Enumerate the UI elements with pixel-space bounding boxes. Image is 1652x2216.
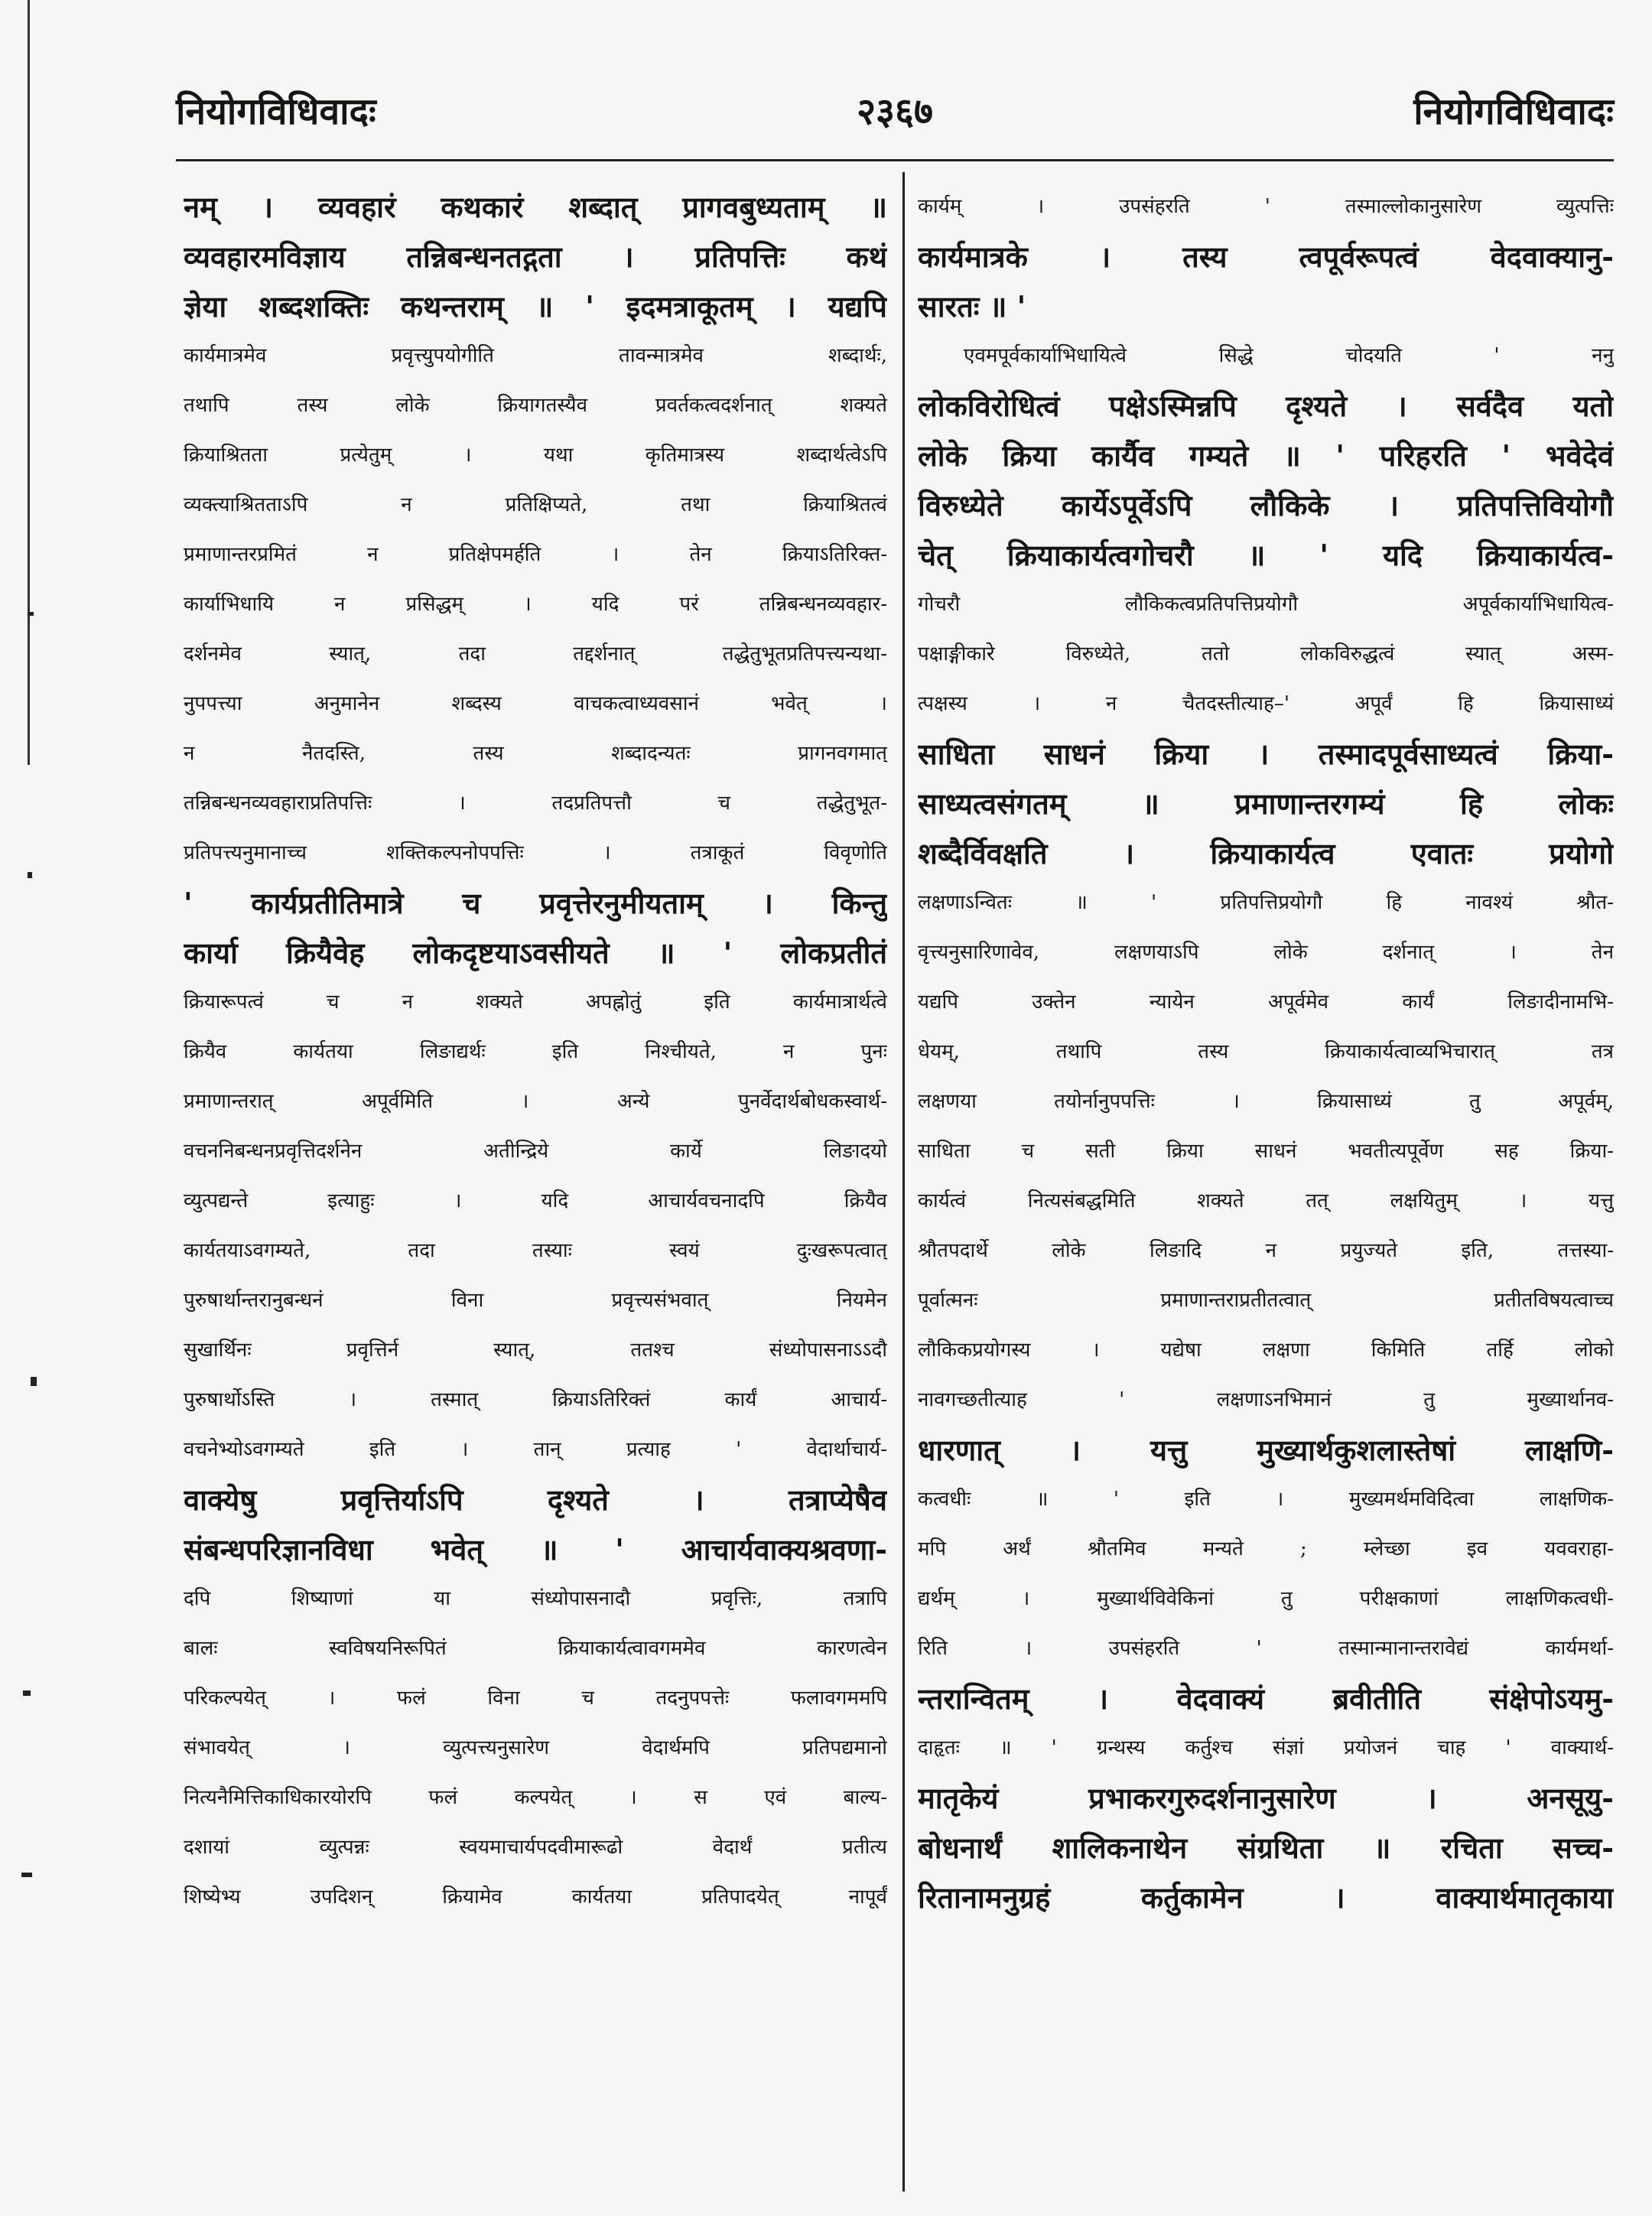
- text-line: कार्यम् । उपसंहरति ' तस्माल्लोकानुसारेण व्युत्पत्तिः: [918, 195, 1614, 218]
- text-line: व्युत्पद्यन्ते इत्याहुः । यदि आचार्यवचनादपि क्रियैव: [184, 1189, 887, 1212]
- page-header: [176, 86, 1614, 147]
- text-line: सुखार्थिनः प्रवृत्तिर्न स्यात्, ततश्च संध्योपासनाऽऽदौ: [184, 1339, 887, 1362]
- text-line: लक्षणाऽन्वितः ॥ ' प्रतिपत्तिप्रयोगौ हि नावश्यं श्रौत-: [918, 891, 1614, 914]
- text-line: ' कार्यप्रतीतिमात्रे च प्रवृत्तेरनुमीयताम् । किन्तु: [184, 886, 887, 920]
- text-line: शब्दैर्विवक्षति । क्रियाकार्यत्व एवातः प्रयोगो: [918, 836, 1614, 870]
- text-line: संबन्धपरिज्ञानविधा भवेत् ॥ ' आचार्यवाक्यश्रवणा-: [184, 1532, 887, 1567]
- scan-mark: [28, 612, 34, 616]
- text-line: त्पक्षस्य । न चैतदस्तीत्याह–' अपूर्वं हि क्रियासाध्यं: [918, 692, 1614, 715]
- text-line: रितानामनुग्रहं कर्तुकामेन । वाक्यार्थमातृकाया: [918, 1880, 1614, 1915]
- text-line: शिष्येभ्य उपदिशन् क्रियामेव कार्यतया प्रतिपादयेत् नापूर्वं: [184, 1886, 887, 1908]
- text-line: विरुध्येते कार्येऽपूर्वेऽपि लौकिके । प्रतिपत्तिवियोगौ: [918, 488, 1614, 522]
- text-line: धारणात् । यत्तु मुख्यार्थकुशलास्तेषां लाक्षणि-: [918, 1433, 1614, 1467]
- text-line: कार्याभिधायि न प्रसिद्धम् । यदि परं तन्निबन्धनव्यवहार-: [184, 593, 887, 616]
- text-line: रिति । उपसंहरति ' तस्मान्मानान्तरावेद्यं कार्यमर्था-: [918, 1637, 1614, 1660]
- text-line: तन्निबन्धनव्यवहाराप्रतिपत्तिः । तदप्रतिपत्तौ च तद्धेतुभूत-: [184, 792, 887, 815]
- text-line: नावगच्छतीत्याह ' लक्षणाऽनभिमानं तु मुख्यार्थानव-: [918, 1388, 1614, 1411]
- text-line: बोधनार्थं शालिकनाथेन संग्रथिता ॥ रचिता सच्च-: [918, 1830, 1614, 1865]
- text-line: यद्यपि उक्तेन न्यायेन अपूर्वमेव कार्यं लिङादीनामभि-: [918, 991, 1614, 1014]
- text-line: न्तरान्वितम् । वेदवाक्यं ब्रवीतीति संक्षेपोऽयमु-: [918, 1681, 1614, 1716]
- text-line: गोचरौ लौकिकत्वप्रतिपत्तिप्रयोगौ अपूर्वकार्याभिधायित्व-: [918, 593, 1614, 616]
- scan-mark: [23, 1690, 31, 1696]
- text-line: वचननिबन्धनप्रवृत्तिदर्शनेन अतीन्द्रिये कार्ये लिङादयो: [184, 1140, 887, 1163]
- text-line: दर्शनमेव स्यात्, तदा तद्दर्शनात् तद्धेतुभूतप्रतिपत्त्यन्यथा-: [184, 643, 887, 665]
- text-line: कार्यत्वं नित्यसंबद्धमिति शक्यते तत् लक्षयितुम् । यत्तु: [918, 1189, 1614, 1212]
- text-line: मातृकेयं प्रभाकरगुरुदर्शनानुसारेण । अनसूयु-: [918, 1781, 1614, 1815]
- text-line: मपि अर्थं श्रौतमिव मन्यते ; म्लेच्छा इव यववराहा-: [918, 1538, 1614, 1560]
- text-line: पूर्वात्मनः प्रमाणान्तराप्रतीतत्वात् प्रतीतविषयत्वाच्च: [918, 1289, 1614, 1312]
- text-line: नित्यनैमित्तिकाधिकारयोरपि फलं कल्पयेत् । स एवं बाल्य-: [184, 1786, 887, 1809]
- text-line: द्यर्थम् । मुख्यार्थविवेकिनां तु परीक्षकाणां लाक्षणिकत्वधी-: [918, 1587, 1614, 1610]
- text-line: सारतः ॥ ': [918, 289, 1026, 324]
- header-right-title: नियोगविधिवादः: [1413, 90, 1614, 133]
- scan-mark: [21, 1873, 32, 1877]
- text-line: एवमपूर्वकार्याभिधायित्वे सिद्धे चोदयति ' ननु: [964, 344, 1614, 367]
- text-line: पक्षाङ्गीकारे विरुध्येते, ततो लोकविरुद्धत्वं स्यात् अस्म-: [918, 643, 1614, 665]
- text-line: कार्यमात्रके । तस्य त्वपूर्वरूपत्वं वेदवाक्यानु-: [918, 239, 1614, 274]
- text-line: नुपपत्त्या अनुमानेन शब्दस्य वाचकत्वाध्यवसानं भवेत् ।: [184, 692, 887, 715]
- text-line: नम् । व्यवहारं कथकारं शब्दात् प्रागवबुध्यताम् ॥: [184, 190, 887, 224]
- scan-mark: [31, 1377, 37, 1386]
- page-number: २३६७: [857, 90, 933, 133]
- text-line: संभावयेत् । व्युत्पत्त्यनुसारेण वेदार्थमपि प्रतिपद्यमानो: [184, 1736, 887, 1759]
- text-line: साध्यत्वसंगतम् ॥ प्रमाणान्तरगम्यं हि लोकः: [918, 786, 1614, 821]
- left-column: [184, 182, 887, 2194]
- text-line: श्रौतपदार्थे लोके लिङादि न प्रयुज्यते इति, तत्तस्या-: [918, 1239, 1614, 1262]
- text-line: वृत्त्यनुसारिणावेव, लक्षणयाऽपि लोके दर्शनात् । तेन: [918, 941, 1614, 964]
- text-line: दाहृतः ॥ ' ग्रन्थस्य कर्तुश्च संज्ञां प्रयोजनं चाह ' वाक्यार्थ-: [918, 1736, 1614, 1759]
- text-line: प्रमाणान्तरात् अपूर्वमिति । अन्ये पुनर्वेदार्थबोधकस्वार्थ-: [184, 1090, 887, 1113]
- text-line: परिकल्पयेत् । फलं विना च तदनुपपत्तेः फलावगममपि: [184, 1687, 887, 1710]
- header-left-title: नियोगविधिवादः: [176, 90, 376, 133]
- text-line: लोकविरोधित्वं पक्षेऽस्मिन्नपि दृश्यते । सर्वदैव यतो: [918, 389, 1614, 423]
- right-column: [918, 182, 1614, 2194]
- text-line: तथापि तस्य लोके क्रियागतस्यैव प्रवर्तकत्वदर्शनात् शक्यते: [184, 394, 887, 417]
- text-line: पुरुषार्थोऽस्ति । तस्मात् क्रियाऽतिरिक्तं कार्यं आचार्य-: [184, 1388, 887, 1411]
- text-line: लक्षणया तयोर्नानुपपत्तिः । क्रियासाध्यं तु अपूर्वम्,: [918, 1090, 1614, 1113]
- text-line: प्रतिपत्त्यनुमानाच्च शक्तिकल्पनोपपत्तिः । तत्राकूतं विवृणोति: [184, 841, 887, 864]
- column-divider: [902, 172, 905, 2192]
- scan-mark: [28, 872, 32, 878]
- text-line: साधिता च सती क्रिया साधनं भवतीत्यपूर्वेण सह क्रिया-: [918, 1140, 1614, 1163]
- text-line: दशायां व्युत्पन्नः स्वयमाचार्यपदवीमारूढो वेदार्थं प्रतीत्य: [184, 1836, 887, 1859]
- header-rule: [176, 159, 1614, 161]
- text-line: वचनेभ्योऽवगम्यते इति । तान् प्रत्याह ' वेदार्थाचार्य-: [184, 1438, 887, 1461]
- text-line: धेयम्, तथापि तस्य क्रियाकार्यत्वाव्यभिचारात् तत्र: [918, 1040, 1614, 1063]
- text-line: व्यवहारमविज्ञाय तन्निबन्धनतद्गता । प्रतिपत्तिः कथं: [184, 239, 887, 274]
- text-line: व्यक्त्याश्रितताऽपि न प्रतिक्षिप्यते, तथा क्रियाश्रितत्वं: [184, 493, 887, 516]
- text-line: कार्यमात्रमेव प्रवृत्त्युपयोगीति तावन्मात्रमेव शब्दार्थः,: [184, 344, 887, 367]
- text-line: साधिता साधनं क्रिया । तस्मादपूर्वसाध्यत्वं क्रिया-: [918, 737, 1614, 771]
- text-line: लौकिकप्रयोगस्य । यद्येषा लक्षणा किमिति तर्हि लोको: [918, 1339, 1614, 1362]
- text-line: क्रियारूपत्वं च न शक्यते अपह्नोतुं इति कार्यमात्रार्थत्वे: [184, 991, 887, 1014]
- text-line: न नैतदस्ति, तस्य शब्दादन्यतः प्रागनवगमात्: [184, 742, 887, 765]
- text-line: चेत् क्रियाकार्यत्वगोचरौ ॥ ' यदि क्रियाकार्यत्व-: [918, 538, 1614, 572]
- text-line: वाक्येषु प्रवृत्तिर्याऽपि दृश्यते । तत्राप्येषैव: [184, 1482, 887, 1517]
- text-line: क्रियाश्रितता प्रत्येतुम् । यथा कृतिमात्रस्य शब्दार्थत्वेऽपि: [184, 444, 887, 467]
- text-line: दपि शिष्याणां या संध्योपासनादौ प्रवृत्तिः, तत्रापि: [184, 1587, 887, 1610]
- text-line: लोके क्रिया कार्यैव गम्यते ॥ ' परिहरति ' भवेदेवं: [918, 438, 1614, 473]
- text-line: कार्यतयाऽवगम्यते, तदा तस्याः स्वयं दुःखरूपत्वात्: [184, 1239, 887, 1262]
- text-line: ज्ञेया शब्दशक्तिः कथन्तराम् ॥ ' इदमत्राकूतम् । यद्यपि: [184, 289, 887, 324]
- text-line: कार्या क्रियैवेह लोकदृष्टयाऽवसीयते ॥ ' लोकप्रतीतं: [184, 936, 887, 970]
- text-line: प्रमाणान्तरप्रमितं न प्रतिक्षेपमर्हति । तेन क्रियाऽतिरिक्त-: [184, 543, 887, 566]
- text-line: बालः स्वविषयनिरूपितं क्रियाकार्यत्वावगममेव कारणत्वेन: [184, 1637, 887, 1660]
- scan-edge-line: [28, 0, 30, 765]
- text-line: पुरुषार्थान्तरानुबन्धनं विना प्रवृत्त्यसंभवात् नियमेन: [184, 1289, 887, 1312]
- text-line: कत्वधीः ॥ ' इति । मुख्यमर्थमविदित्वा लाक्षणिक-: [918, 1488, 1614, 1511]
- text-line: क्रियैव कार्यतया लिङाद्यर्थः इति निश्चीयते, न पुनः: [184, 1040, 887, 1063]
